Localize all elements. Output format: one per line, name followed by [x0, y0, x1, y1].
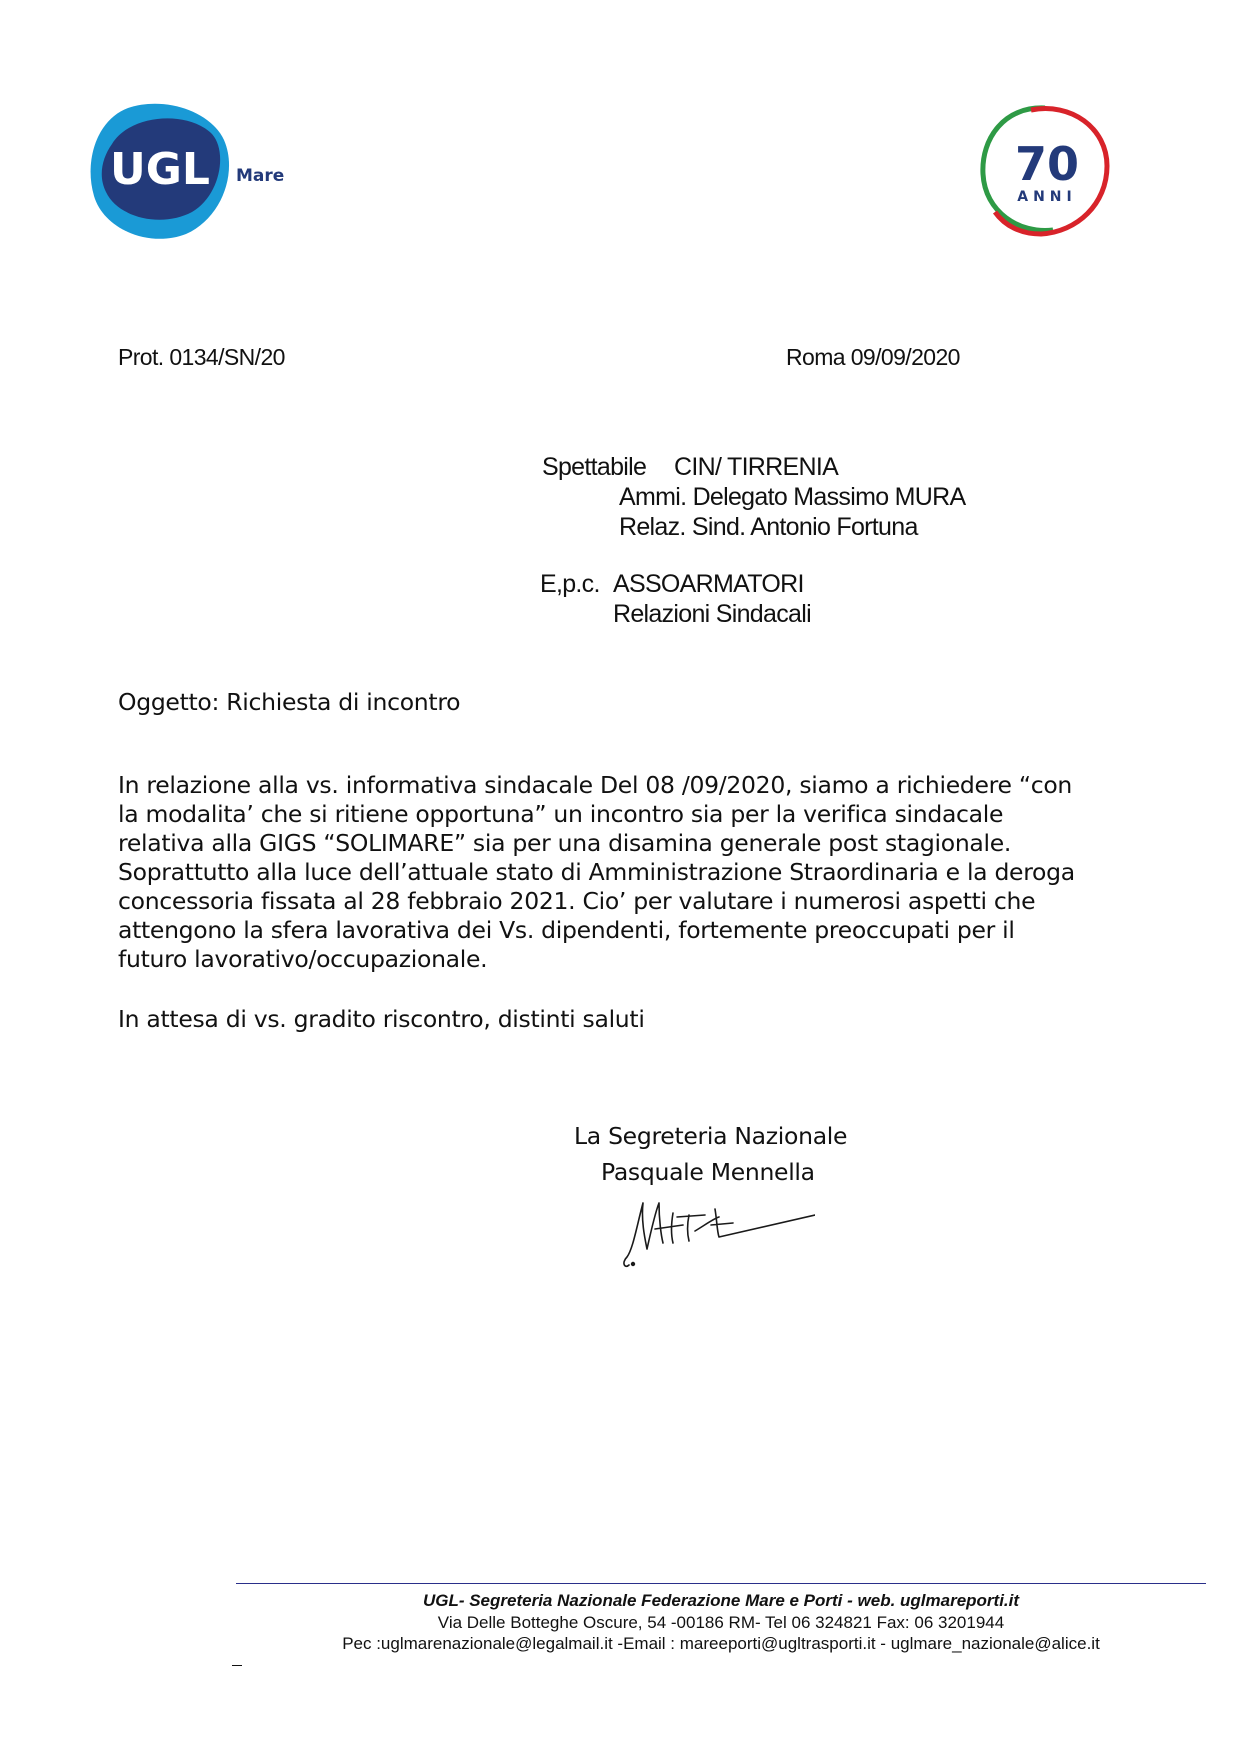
cc-label: E,p.c. [540, 570, 600, 598]
cc-org: ASSOARMATORI [613, 570, 804, 598]
footer-address-line: Via Delle Botteghe Oscure, 54 -00186 RM- Tel 06 324821 Fax: 06 3201944 [437, 1613, 1005, 1632]
body-line: la modalita’ che si ritiene opportuna” un incontro sia per la verifica sindacale [118, 800, 1004, 828]
recipient-company: CIN/ TIRRENIA [674, 453, 839, 481]
recipient-line-3: Relaz. Sind. Antonio Fortuna [619, 513, 918, 541]
recipient-label: Spettabile [542, 453, 647, 481]
anni-logo-word: ANNI [1017, 189, 1077, 205]
signoff-name: Pasquale Mennella [601, 1158, 815, 1186]
signoff-organization: La Segreteria Nazionale [574, 1122, 848, 1150]
ugl-mare-logo [88, 100, 288, 240]
footer-contact-line: Pec :uglmarenazionale@legalmail.it -Email : mareeporti@ugltrasporti.it - uglmare_nazionale@alice.it [342, 1634, 1100, 1653]
recipient-line-2: Ammi. Delegato Massimo MURA [619, 483, 966, 511]
body-line: futuro lavorativo/occupazionale. [118, 945, 488, 973]
body-line: In relazione alla vs. informativa sindacale Del 08 /09/2020, siamo a richiedere “con [118, 771, 1073, 799]
70-anni-logo [975, 100, 1115, 240]
letter-body [118, 771, 1118, 974]
body-line: attengono la sfera lavorativa dei Vs. dipendenti, fortemente preoccupati per il [118, 916, 1015, 944]
body-line: relativa alla GIGS “SOLIMARE” sia per una disamina generale post stagionale. [118, 829, 1012, 857]
ugl-logo-subtext: Mare [236, 166, 285, 186]
place-date: Roma 09/09/2020 [786, 344, 960, 370]
body-line: concessoria fissata al 28 febbraio 2021. Cio’ per valutare i numerosi aspetti che [118, 887, 1036, 915]
signature-stroke [624, 1203, 815, 1266]
protocol-number: Prot. 0134/SN/20 [118, 344, 285, 370]
handwritten-signature [615, 1195, 815, 1275]
body-line: Soprattutto alla luce dell’attuale stato di Amministrazione Straordinaria e la deroga [118, 858, 1075, 886]
signature-dot [631, 1262, 635, 1266]
footer-dash-mark [232, 1665, 242, 1666]
footer-org-line: UGL- Segreteria Nazionale Federazione Mare e Porti - web. uglmareporti.it [422, 1591, 1020, 1610]
letter-subject: Oggetto: Richiesta di incontro [118, 688, 461, 716]
letter-closing: In attesa di vs. gradito riscontro, distinti saluti [118, 1005, 645, 1033]
footer-divider [236, 1583, 1206, 1584]
ugl-logo-text: UGL [110, 144, 210, 195]
cc-line-2: Relazioni Sindacali [613, 600, 811, 628]
anni-logo-number: 70 [1014, 137, 1080, 191]
